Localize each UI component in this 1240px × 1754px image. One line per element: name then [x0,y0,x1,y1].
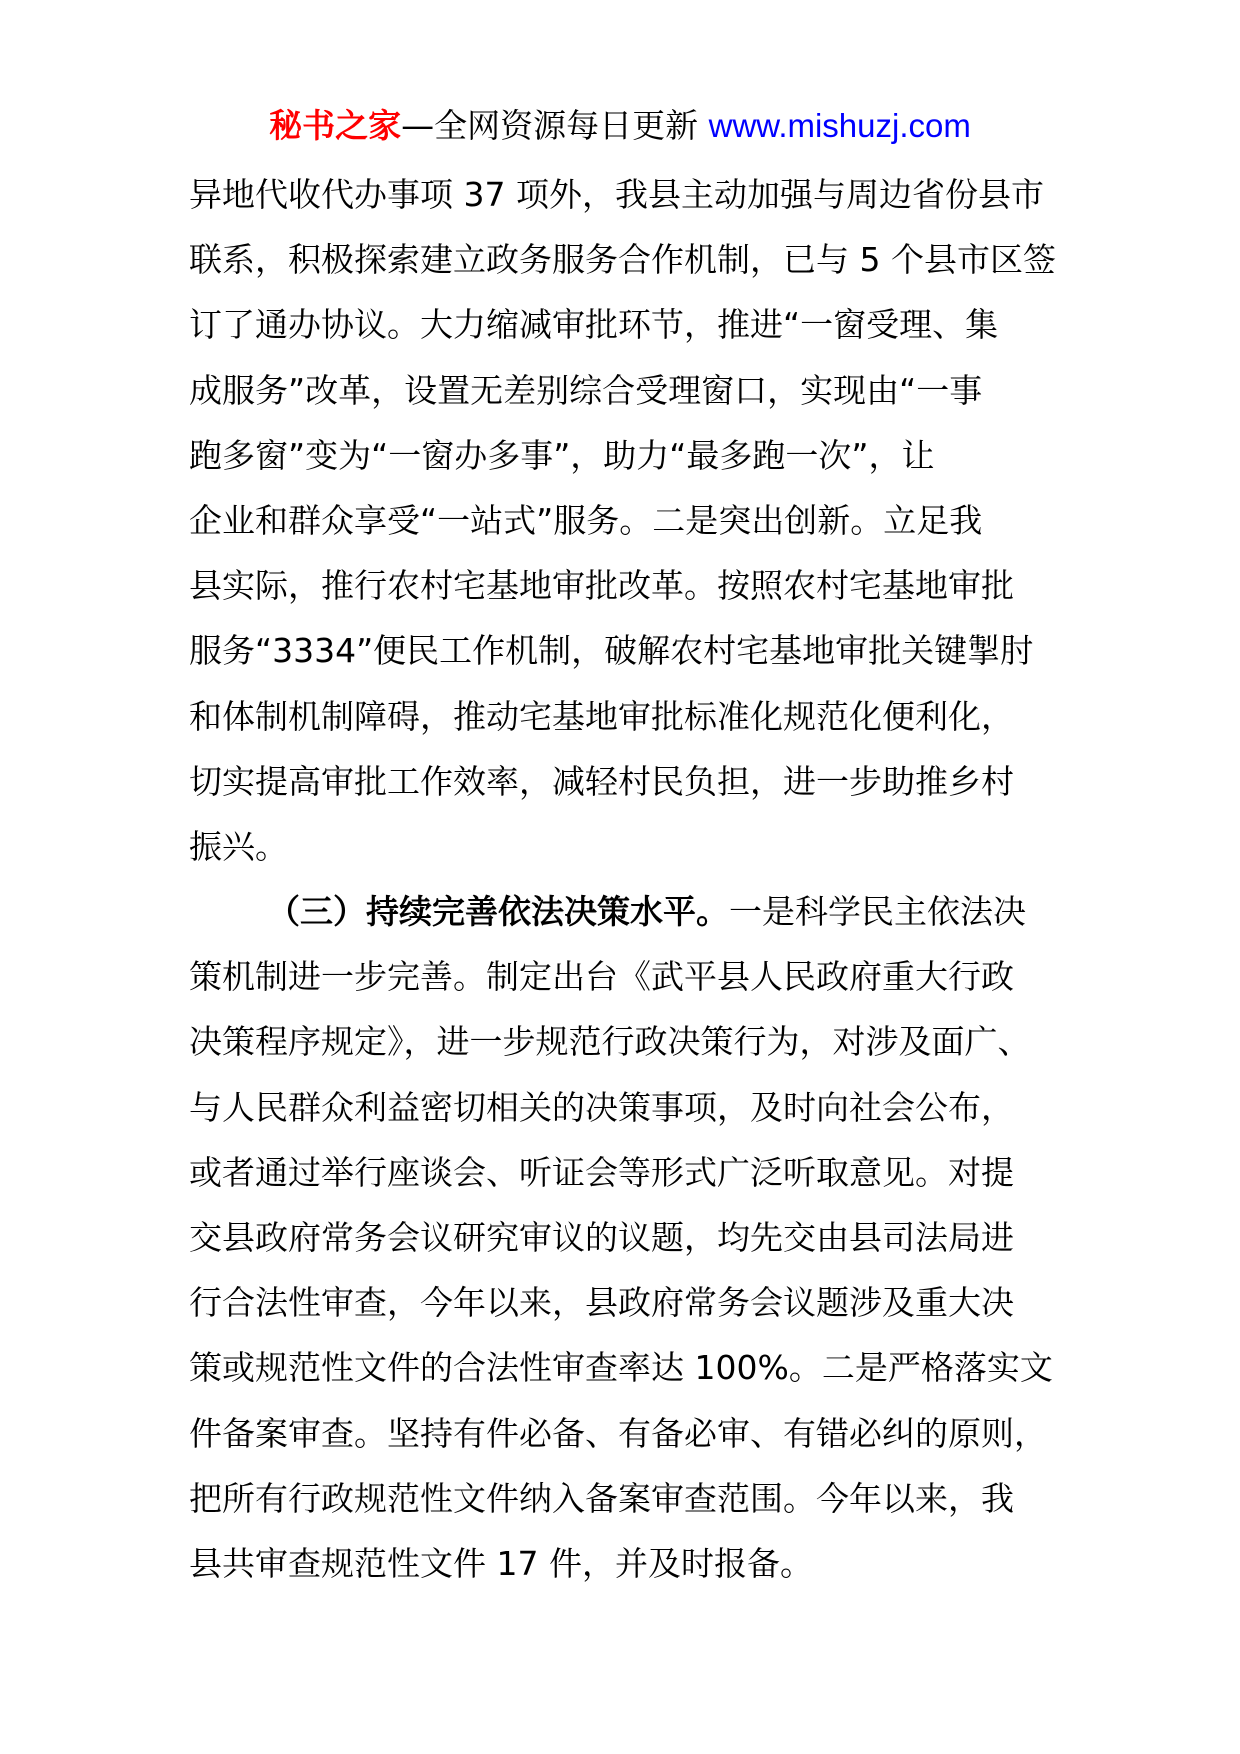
paragraph-2 [189,879,1069,1596]
header-tagline: —全网资源每日更新 [401,106,709,145]
text-line: 切实提高审批工作效率，减轻村民负担，进一步助推乡村 [189,761,1014,801]
text-line: 企业和群众享受“一站式”服务。二是突出创新。立足我 [189,500,983,540]
text-line: 或者通过举行座谈会、听证会等形式广泛听取意见。对提 [189,1152,1014,1192]
text-line: 异地代收代办事项 37 项外，我县主动加强与周边省份县市 [189,175,1044,214]
page-header [0,96,1240,156]
text-line: 振兴。 [189,826,288,866]
text-line: 县共审查规范性文件 17 件，并及时报备。 [189,1543,813,1583]
text-line: 交县政府常务会议研究审议的议题，均先交由县司法局进 [189,1218,1014,1257]
text-line: 策或规范性文件的合法性审查率达 100%。二是严格落实文 [189,1348,1053,1388]
text-line: 决策程序规定》，进一步规范行政决策行为，对涉及面广、 [189,1022,1031,1062]
text-line: 策机制进一步完善。制定出台《武平县人民政府重大行政 [189,957,1014,997]
text-line: 与人民群众利益密切相关的决策事项，及时向社会公布， [189,1087,1014,1127]
text-line: 跑多窗”变为“一窗办多事”，助力“最多跑一次”，让 [189,435,935,475]
text-line: 把所有行政规范性文件纳入备案审查范围。今年以来，我 [189,1478,1014,1518]
text-line: 和体制机制障碍，推动宅基地审批标准化规范化便利化， [189,696,1014,736]
text-run: 一是科学民主依法决 [729,892,1026,932]
header-brand: 秘书之家 [269,106,402,145]
paragraph-2-first-line [189,879,1069,944]
text-line: 订了通办协议。大力缩减审批环节，推进“一窗受理、集 [189,305,999,345]
text-line: 行合法性审查，今年以来，县政府常务会议题涉及重大决 [189,1283,1014,1323]
text-line: 成服务”改革，设置无差别综合受理窗口，实现由“一事 [189,370,983,410]
section-heading: （三）持续完善依法决策水平。 [267,892,729,932]
text-line: 县实际，推行农村宅基地审批改革。按照农村宅基地审批 [189,566,1014,606]
header-url-link[interactable]: www.mishuzj.com [708,107,971,144]
text-line: 件备案审查。坚持有件必备、有备必审、有错必纠的原则， [189,1413,1047,1453]
paragraph-1 [189,162,1069,879]
document-body [189,162,1069,1596]
text-line: 服务“3334”便民工作机制，破解农村宅基地审批关键掣肘 [189,631,1034,671]
text-line: 联系，积极探索建立政务服务合作机制，已与 5 个县市区签 [189,240,1056,280]
